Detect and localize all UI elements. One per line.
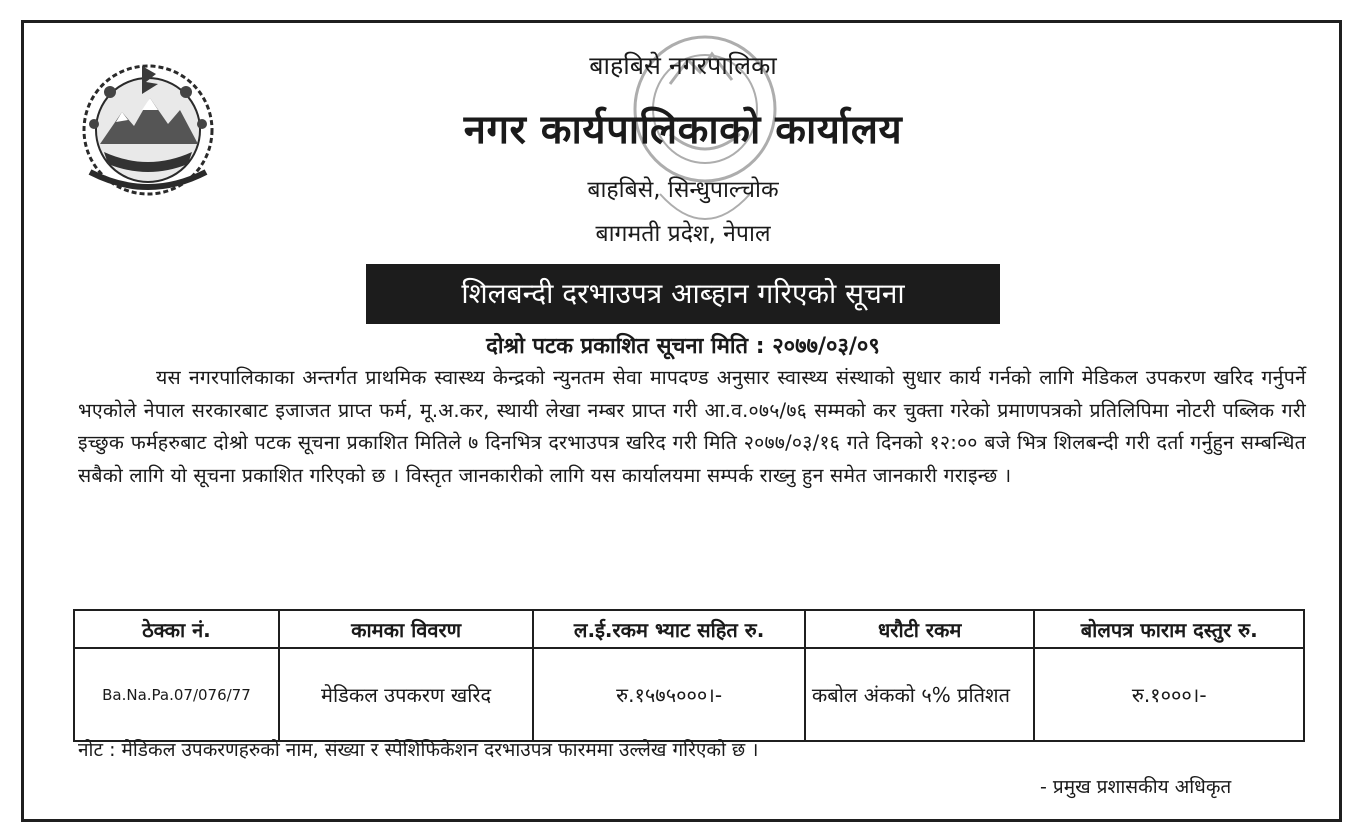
notice-title-banner: शिलबन्दी दरभाउपत्र आब्हान गरिएको सूचना — [366, 264, 1000, 324]
office-province: बागमती प्रदेश, नेपाल — [595, 221, 771, 247]
municipality-name: बाहबिसे नगरपालिका — [589, 51, 777, 80]
col-header-deposit: धरौटी रकम — [805, 610, 1035, 648]
cell-deposit: कबोल अंकको ५% प्रतिशत — [805, 648, 1035, 741]
col-header-form-fee: बोलपत्र फाराम दस्तुर रु. — [1034, 610, 1304, 648]
cell-contract-no: Ba.Na.Pa.07/076/77 — [74, 648, 279, 741]
col-header-contract-no: ठेक्का नं. — [74, 610, 279, 648]
office-location: बाहबिसे, सिन्धुपाल्चोक — [587, 177, 779, 203]
col-header-estimate: ल.ई.रकम भ्याट सहित रु. — [533, 610, 805, 648]
publish-date: दोश्रो पटक प्रकाशित सूचना मिति : २०७७/०३/०९ — [486, 334, 880, 359]
signatory: - प्रमुख प्रशासकीय अधिकृत — [1040, 776, 1232, 798]
cell-description: मेडिकल उपकरण खरिद — [279, 648, 533, 741]
table-header-row — [74, 610, 1304, 648]
tender-table — [73, 609, 1305, 742]
col-header-description: कामका विवरण — [279, 610, 533, 648]
table-row — [74, 648, 1304, 741]
notice-note: नोट : मेडिकल उपकरणहरुको नाम, संख्या र स्पेशिफिकेशन दरभाउपत्र फारममा उल्लेख गरिएको छ । — [78, 739, 759, 761]
notice-body: यस नगरपालिकाका अन्तर्गत प्राथमिक स्वास्थ्य केन्द्रको न्युनतम सेवा मापदण्ड अनुसार स्वास्थ्य संस्थाको सुधार कार्य गर्नको लागि मेडिकल उपकरण खरिद गर्नुपर्ने भएकोले नेपाल सरकारबाट इजाजत प्राप्त फर्म, मू.अ.कर, स्थायी लेखा नम्बर प्राप्त गरी आ.व.०७५/७६ सम्मको कर चुक्ता गरेको प्रमाणपत्रको प्रतिलिपिमा नोटरी पब्लिक गरी इच्छुक फर्महरुबाट दोश्रो पटक सूचना प्रकाशित मितिले ७ दिनभित्र दरभाउपत्र खरिद गरी मिति २०७७/०३/१६ गते दिनको १२:०० बजे भित्र शिलबन्दी गरी दर्ता गर्नुहुन सम्बन्धित सबैको लागि यो सूचना प्रकाशित गरिएको छ । विस्तृत जानकारीको लागि यस कार्यालयमा सम्पर्क राख्नु हुन समेत जानकारी गराइन्छ । — [78, 366, 1306, 487]
office-title: नगर कार्यपालिकाको कार्यालय — [463, 107, 903, 153]
cell-form-fee: रु.१०००।- — [1034, 648, 1304, 741]
cell-estimate: रु.१५७५०००।- — [533, 648, 805, 741]
